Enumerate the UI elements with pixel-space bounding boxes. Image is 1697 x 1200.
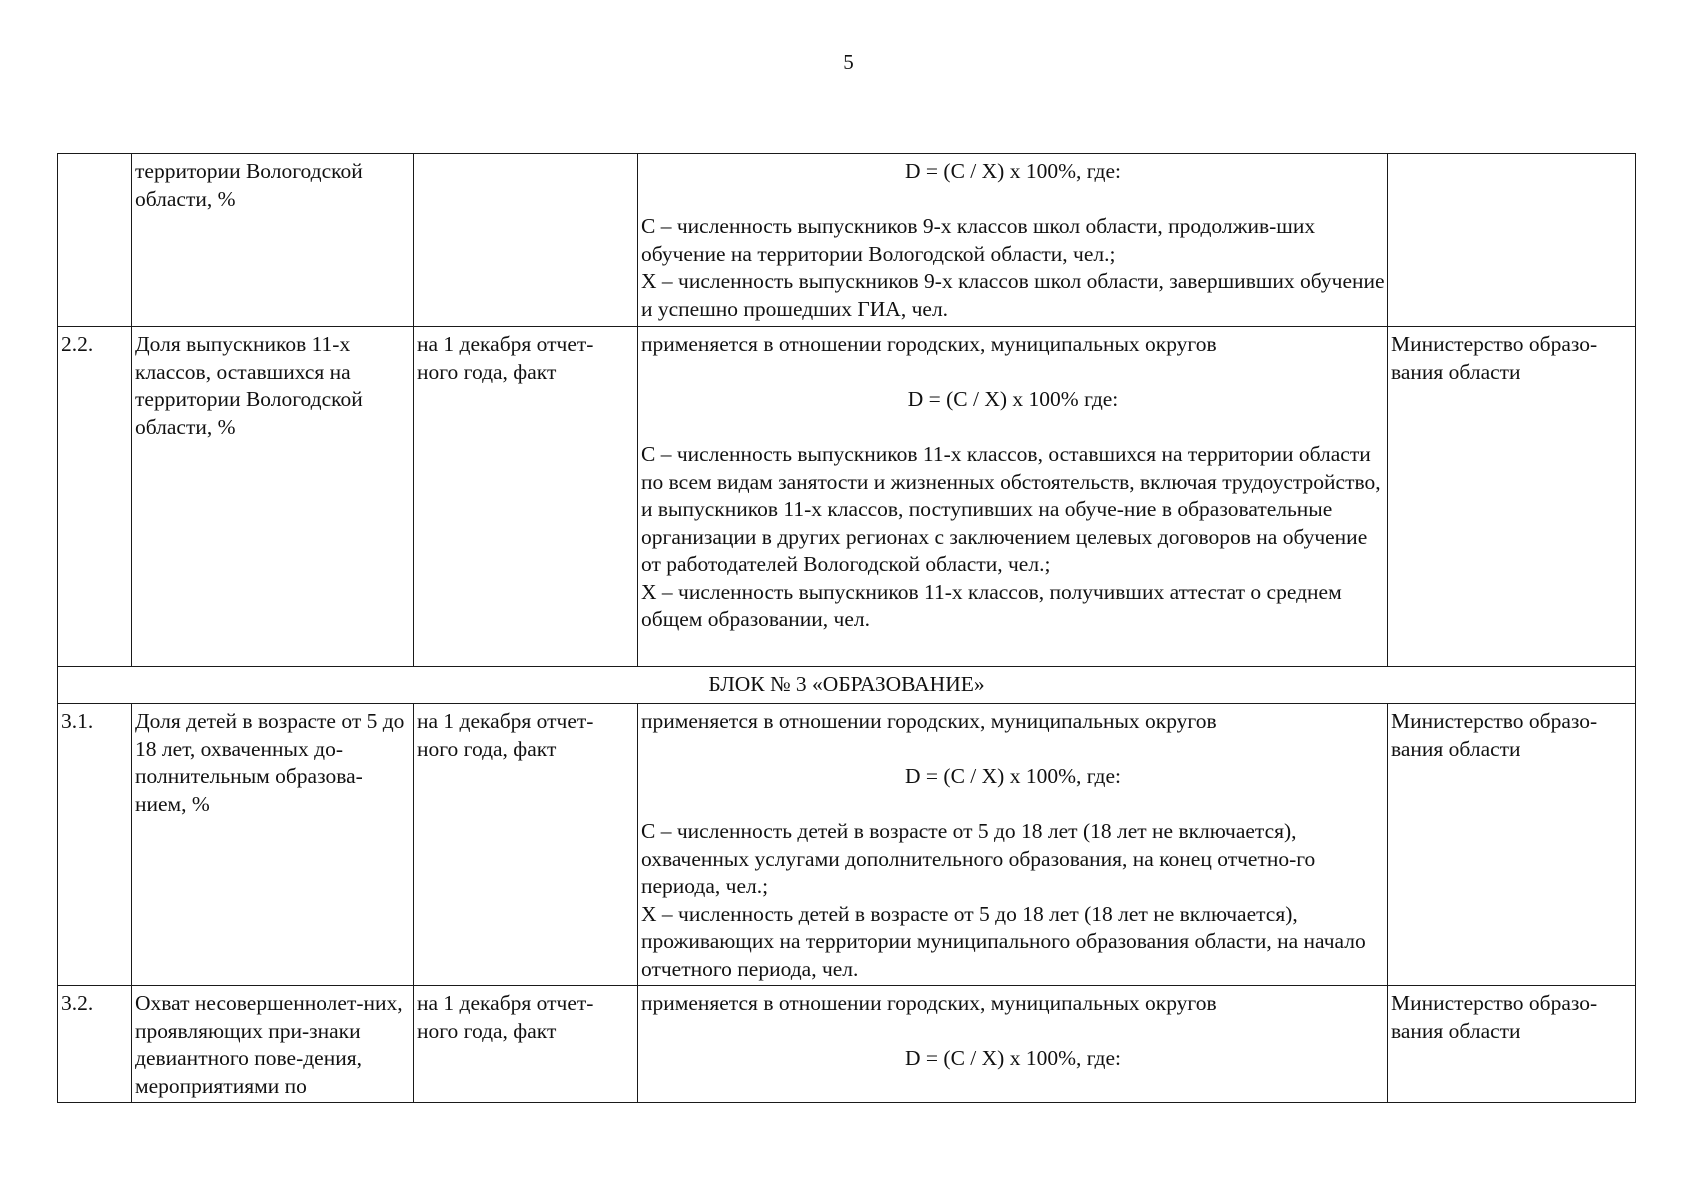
row-number-cell: 2.2. [58, 327, 132, 667]
method-intro: применяется в отношении городских, муниципальных округов [641, 332, 1217, 356]
method-intro: применяется в отношении городских, муниципальных округов [641, 709, 1217, 733]
formula: D = (С / Х) х 100% где: [907, 387, 1119, 411]
table-row [58, 986, 1636, 1103]
method-cell [638, 986, 1388, 1103]
timing-cell [414, 154, 638, 327]
timing-cell: на 1 декабря отчет-ного года, факт [414, 986, 638, 1103]
method-intro: применяется в отношении городских, муниципальных округов [641, 991, 1217, 1015]
definition-x: Х – численность выпускников 11-х классов, получивших аттестат о среднем общем образовании, чел. [641, 579, 1342, 631]
timing-cell: на 1 декабря отчет-ного года, факт [414, 704, 638, 986]
indicator-cell: Доля выпускников 11-х классов, оставшихся на территории Вологодской области, % [132, 327, 414, 667]
page-number: 5 [843, 50, 854, 74]
row-number-cell: 3.2. [58, 986, 132, 1103]
indicators-table [57, 153, 1636, 1103]
method-cell [638, 154, 1388, 327]
responsible-cell: Министерство образо-вания области [1388, 986, 1636, 1103]
method-cell [638, 704, 1388, 986]
responsible-cell: Министерство образо-вания области [1388, 704, 1636, 986]
table-row [58, 704, 1636, 986]
block-header-row [58, 667, 1636, 704]
indicator-cell: территории Вологодской области, % [132, 154, 414, 327]
indicator-cell: Охват несовершеннолет-них, проявляющих при-знаки девиантного пове-дения, мероприятиями по [132, 986, 414, 1103]
indicator-cell: Доля детей в возрасте от 5 до 18 лет, охваченных до-полнительным образова-нием, % [132, 704, 414, 986]
table-row [58, 154, 1636, 327]
definition-x: Х – численность детей в возрасте от 5 до 18 лет (18 лет не включается), проживающих на территории муниципального образования области, на начало отчетного периода, чел. [641, 901, 1366, 981]
formula: D = (С / Х) х 100%, где: [905, 1046, 1121, 1070]
definition-x: Х – численность выпускников 9-х классов школ области, завершивших обучение и успешно прошедших ГИА, чел. [641, 269, 1385, 321]
formula: D = (С / Х) х 100%, где: [905, 764, 1121, 788]
definition-c: С – численность выпускников 9-х классов школ области, продолжив-ших обучение на территории Вологодской области, чел.; [641, 214, 1316, 266]
row-number-cell [58, 154, 132, 327]
timing-cell: на 1 декабря отчет-ного года, факт [414, 327, 638, 667]
row-number-cell: 3.1. [58, 704, 132, 986]
block-title: БЛОК № 3 «ОБРАЗОВАНИЕ» [58, 667, 1636, 704]
formula: D = (С / Х) х 100%, где: [905, 159, 1121, 183]
definition-c: С – численность детей в возрасте от 5 до 18 лет (18 лет не включается), охваченных услугами дополнительного образования, на конец отчетно-го периода, чел.; [641, 819, 1316, 898]
definition-c: С – численность выпускников 11-х классов, оставшихся на территории области по всем видам занятости и жизненных обстоятельств, включая трудоустройство, и выпускников 11-х классов, поступивших на обуче-ние в образовательные организации в других регионах с заключением целевых договоров на обучение от работодателей Вологодской области, чел.; [641, 442, 1381, 576]
responsible-cell [1388, 154, 1636, 327]
table-row [58, 327, 1636, 667]
method-cell [638, 327, 1388, 667]
responsible-cell: Министерство образо-вания области [1388, 327, 1636, 667]
